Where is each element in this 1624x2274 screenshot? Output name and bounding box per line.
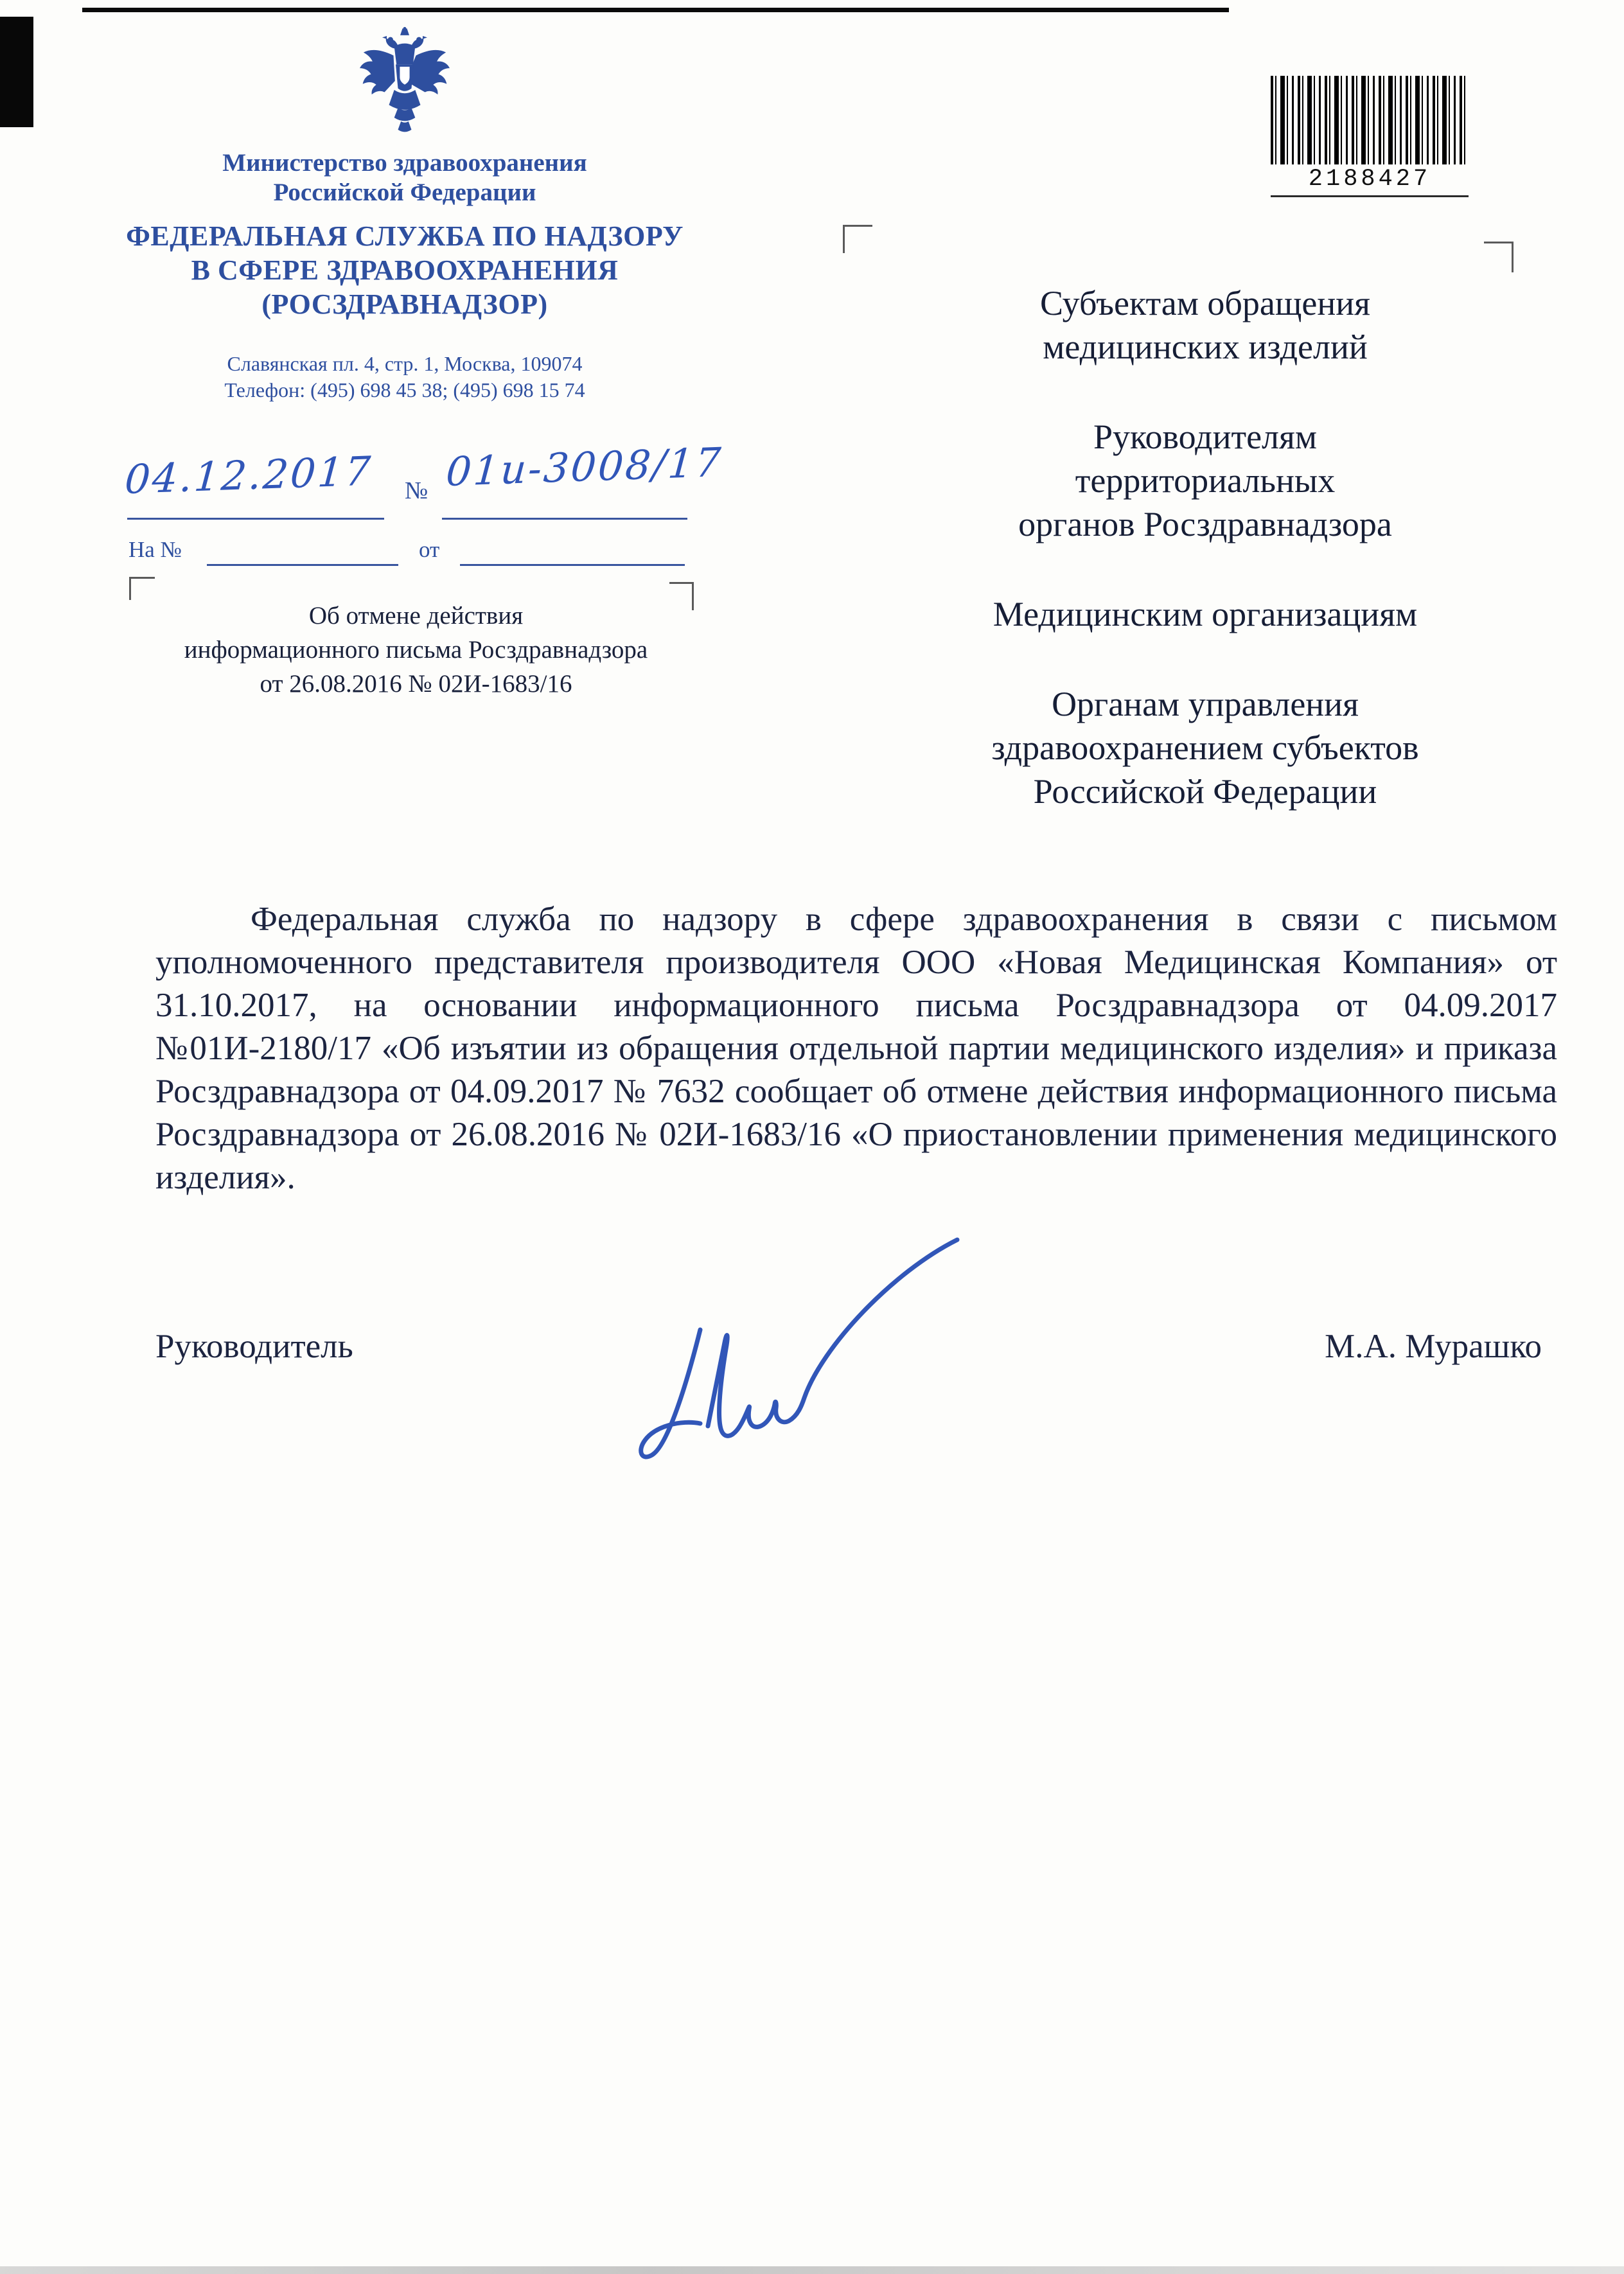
letter-subject — [132, 599, 700, 701]
barcode-number: 2188427 — [1271, 166, 1469, 197]
addressee-2 — [854, 415, 1556, 546]
ministry-name-line-2: Российской Федерации — [273, 179, 536, 206]
addressee-3-line-1: Медицинским организациям — [993, 595, 1418, 633]
ministry-name-line-1: Министерство здравоохранения — [222, 149, 587, 177]
subject-line-1: Об отмене действия — [308, 602, 524, 630]
number-underline — [442, 518, 687, 520]
handwritten-outgoing-number: 01и-3008/17 — [445, 438, 725, 495]
agency-name-line-2: В СФЕРЕ ЗДРАВООХРАНЕНИЯ — [191, 254, 619, 286]
number-sign: № — [405, 477, 428, 504]
addressee-2-line-2: территориальных — [1075, 461, 1336, 500]
agency-phone: Телефон: (495) 698 45 38; (495) 698 15 74 — [224, 378, 585, 401]
date-underline — [127, 518, 384, 520]
reply-number-underline — [207, 564, 398, 566]
reply-from-label: от — [419, 537, 440, 562]
addressee-2-line-1: Руководителям — [1093, 418, 1317, 456]
subject-line-3: от 26.08.2016 № 02И-1683/16 — [260, 670, 572, 698]
scan-artifact-top-line — [82, 8, 1229, 12]
addressee-list — [854, 281, 1556, 859]
addressee-4 — [854, 682, 1556, 813]
signer-title: Руководитель — [155, 1328, 353, 1365]
addressee-2-line-3: органов Росздравнадзора — [1018, 505, 1392, 543]
barcode-bars-icon — [1271, 76, 1469, 164]
ministry-name — [96, 148, 713, 207]
handwritten-date: 04.12.2017 — [123, 447, 374, 503]
subject-zone-corner-left — [129, 577, 155, 600]
reply-date-underline — [460, 564, 685, 566]
letterhead — [96, 27, 713, 403]
addressee-3 — [854, 592, 1556, 636]
addressee-1-line-2: медицинских изделий — [1043, 328, 1368, 366]
russia-coat-of-arms-icon — [96, 27, 713, 139]
scan-artifact-bottom-edge — [0, 2266, 1624, 2274]
agency-name-line-1: ФЕДЕРАЛЬНАЯ СЛУЖБА ПО НАДЗОРУ — [126, 220, 684, 252]
signoff-row — [155, 1327, 1542, 1366]
reply-to-number-label: На № — [128, 537, 182, 562]
addressee-4-line-3: Российской Федерации — [1033, 772, 1377, 811]
registration-barcode — [1271, 76, 1469, 197]
subject-line-2: информационного письма Росздравнадзора — [184, 636, 648, 664]
agency-name — [96, 219, 713, 321]
addressee-4-line-1: Органам управления — [1052, 685, 1359, 723]
agency-contacts — [96, 351, 713, 403]
scan-artifact-left-bar — [0, 17, 33, 127]
agency-address: Славянская пл. 4, стр. 1, Москва, 109074 — [227, 352, 583, 375]
letter-body-paragraph: Федеральная служба по надзору в сфере здравоохранения в связи с письмом уполномоченного представителя производителя ООО «Новая Медицинская Компания» от 31.10.2017, на основании информационного письма Росздравнадзора от 04.09.2017 №01И-2180/17 «Об изъятии из обращения отдельной партии медицинского изделия» и приказа Росздравнадзора от 04.09.2017 № 7632 сообщает об отмене действия информационного письма Росздравнадзора от 26.08.2016 № 02И-1683/16 «О приостановлении применения медицинского изделия». — [155, 901, 1557, 1196]
addressee-zone-corner-right — [1484, 242, 1514, 272]
signer-name: М.А. Мурашко — [1325, 1328, 1542, 1365]
addressee-1-line-1: Субъектам обращения — [1039, 284, 1371, 322]
agency-name-line-3: (РОСЗДРАВНАДЗОР) — [261, 288, 548, 320]
addressee-1 — [854, 281, 1556, 369]
addressee-4-line-2: здравоохранением субъектов — [991, 728, 1419, 767]
addressee-zone-corner-left — [843, 225, 872, 253]
